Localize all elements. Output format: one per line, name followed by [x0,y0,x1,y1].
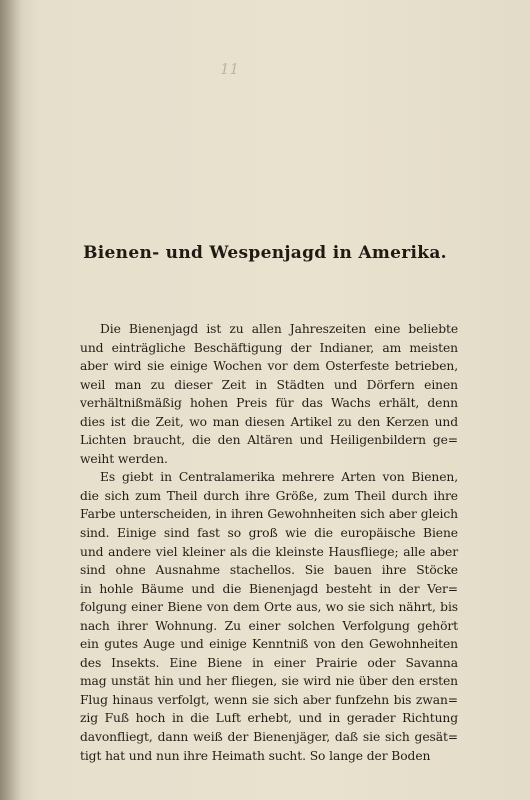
gutter-shadow [0,0,22,800]
text-line: verhältnißmäßig hohen Preis für das Wachs erhält, denn [80,396,458,411]
text-line: Es giebt in Centralamerika mehrere Arten von Bienen, [100,470,458,485]
body-text [80,320,458,765]
text-line: aber wird sie einige Wochen vor dem Osterfeste betrieben, [80,359,458,374]
text-line: Lichten braucht, die den Altären und Heiligenbildern ge= [80,433,458,448]
text-line: Die Bienenjagd ist zu allen Jahreszeiten eine beliebte [100,322,458,336]
text-line: die sich zum Theil durch ihre Größe, zum Theil durch ihre [80,488,458,503]
text-line: weil man zu dieser Zeit in Städten und Dörfern einen [80,377,458,392]
text-line: Flug hinaus verfolgt, wenn sie sich aber funfzehn bis zwan= [80,692,458,707]
text-line: sind ohne Ausnahme stachellos. Sie bauen ihre Stöcke [80,563,458,578]
text-line: Farbe unterscheiden, in ihren Gewohnheiten sich aber gleich [80,507,458,522]
text-line: und einträgliche Beschäftigung der Indianer, am meisten [80,340,458,355]
text-line: folgung einer Biene von dem Orte aus, wo sie sich nährt, bis [80,600,458,615]
page-number: 11 [220,60,240,78]
text-line: in hohle Bäume und die Bienenjagd besteht in der Ver= [80,581,458,596]
text-line: zig Fuß hoch in die Luft erhebt, und in gerader Richtung [80,711,458,726]
text-line: ein gutes Auge und einige Kenntniß von den Gewohnheiten [80,637,458,652]
chapter-title: Bienen- und Wespenjagd in Amerika. [83,243,447,263]
text-line: tigt hat und nun ihre Heimath sucht. So lange der Boden [80,748,431,763]
text-line: nach ihrer Wohnung. Zu einer solchen Verfolgung gehört [80,618,458,633]
text-line: mag unstät hin und her fliegen, sie wird nie über den ersten [80,674,458,689]
text-line: dies ist die Zeit, wo man diesen Artikel zu den Kerzen und [80,414,458,429]
text-line: und andere viel kleiner als die kleinste Hausfliege; alle aber [80,544,458,559]
text-line: weiht werden. [80,451,168,466]
text-line: davonfliegt, dann weiß der Bienenjäger, daß sie sich gesät= [80,730,458,745]
text-line: des Insekts. Eine Biene in einer Prairie oder Savanna [80,655,458,670]
bleed-through-text [40,96,470,256]
text-line: sind. Einige sind fast so groß wie die europäische Biene [80,526,458,541]
